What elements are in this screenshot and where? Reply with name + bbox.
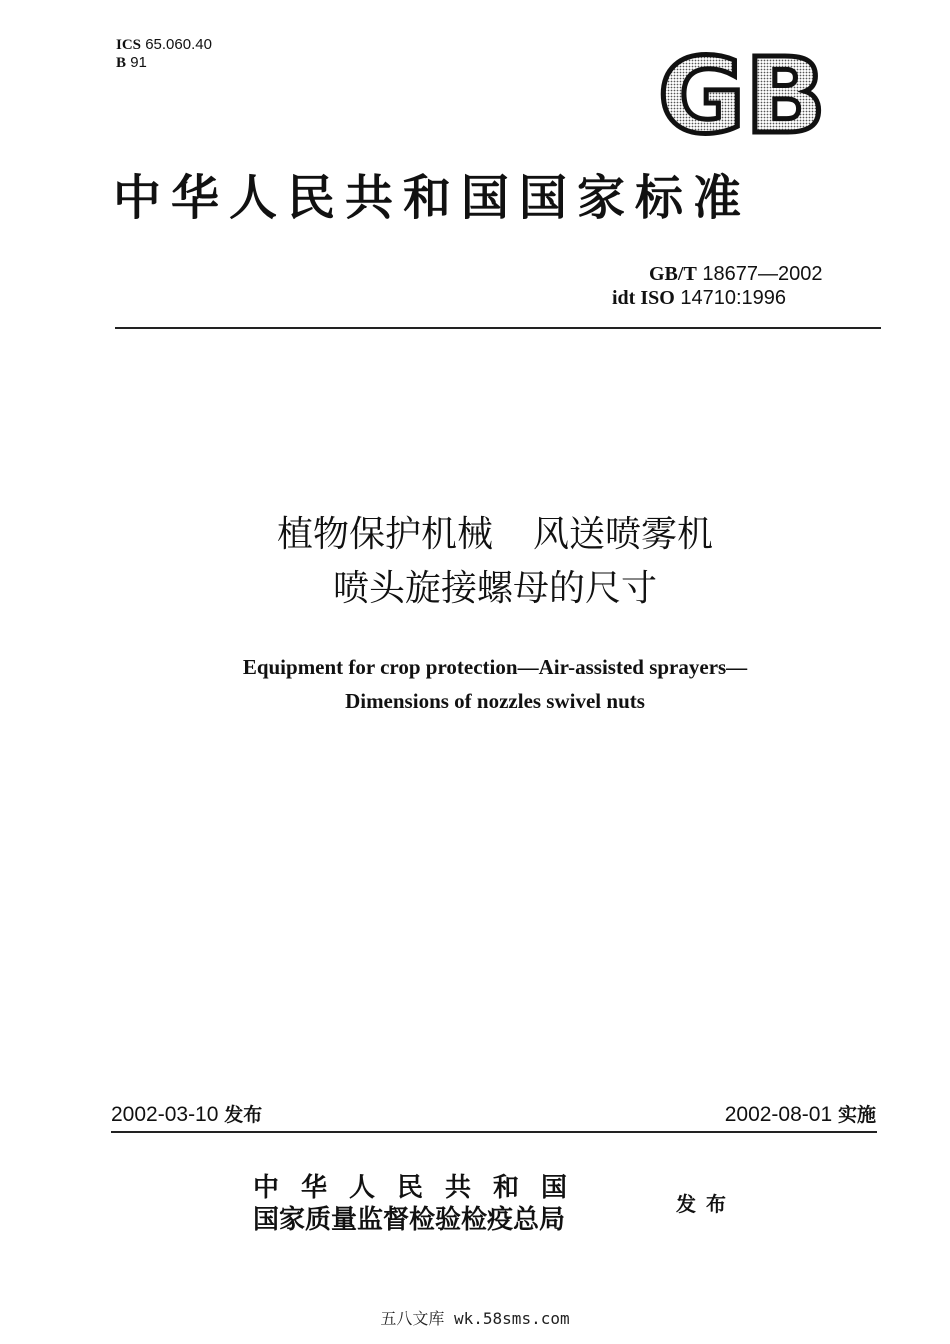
gb-logo-text: GB	[658, 50, 826, 142]
english-title-line1: Equipment for crop protection—Air-assisted sprayers—	[242, 655, 748, 679]
ccs-line	[116, 54, 212, 72]
idt-line	[612, 286, 822, 310]
chinese-title-line1	[0, 508, 950, 562]
issue-date-block	[111, 1100, 262, 1127]
english-title	[0, 650, 950, 718]
standard-number: 18677—2002	[702, 263, 823, 285]
bottom-divider	[111, 1131, 877, 1133]
chinese-title-part-b: 风送喷雾机	[533, 514, 714, 555]
standard-prefix: GB/T	[649, 263, 697, 285]
effective-date-block	[725, 1100, 876, 1127]
ics-code: 65.060.40	[145, 36, 212, 53]
issue-label: 发布	[224, 1104, 263, 1126]
top-divider	[115, 327, 881, 329]
effective-label: 实施	[837, 1104, 876, 1126]
issue-date: 2002-03-10	[111, 1103, 219, 1126]
issuer-line1: 中华人民共和国	[253, 1173, 590, 1203]
standard-number-line	[612, 262, 822, 286]
issuer-line2: 国家质量监督检验检疫总局	[253, 1205, 566, 1235]
ics-prefix: ICS	[116, 37, 142, 53]
standard-name: 中华人民共和国国家标准	[113, 170, 752, 226]
effective-date: 2002-08-01	[724, 1103, 833, 1126]
idt-prefix: idt ISO	[612, 287, 675, 309]
english-title-line2: Dimensions of nozzles swivel nuts	[345, 689, 645, 713]
publish-label: 发布	[676, 1192, 736, 1216]
ics-line	[116, 36, 212, 54]
chinese-title-line2: 喷头旋接螺母的尺寸	[332, 568, 657, 609]
chinese-title	[0, 508, 950, 616]
issuing-authorities	[253, 1172, 589, 1236]
ccs-code: 91	[130, 54, 147, 71]
chinese-title-part-a: 植物保护机械	[276, 514, 493, 555]
idt-number: 14710:1996	[680, 287, 787, 309]
gb-logo	[655, 50, 830, 142]
watermark-text: 五八文库 wk.58sms.com	[380, 1309, 570, 1328]
classification-block	[116, 36, 212, 72]
standard-codes	[612, 262, 822, 310]
ccs-prefix: B	[116, 55, 127, 71]
